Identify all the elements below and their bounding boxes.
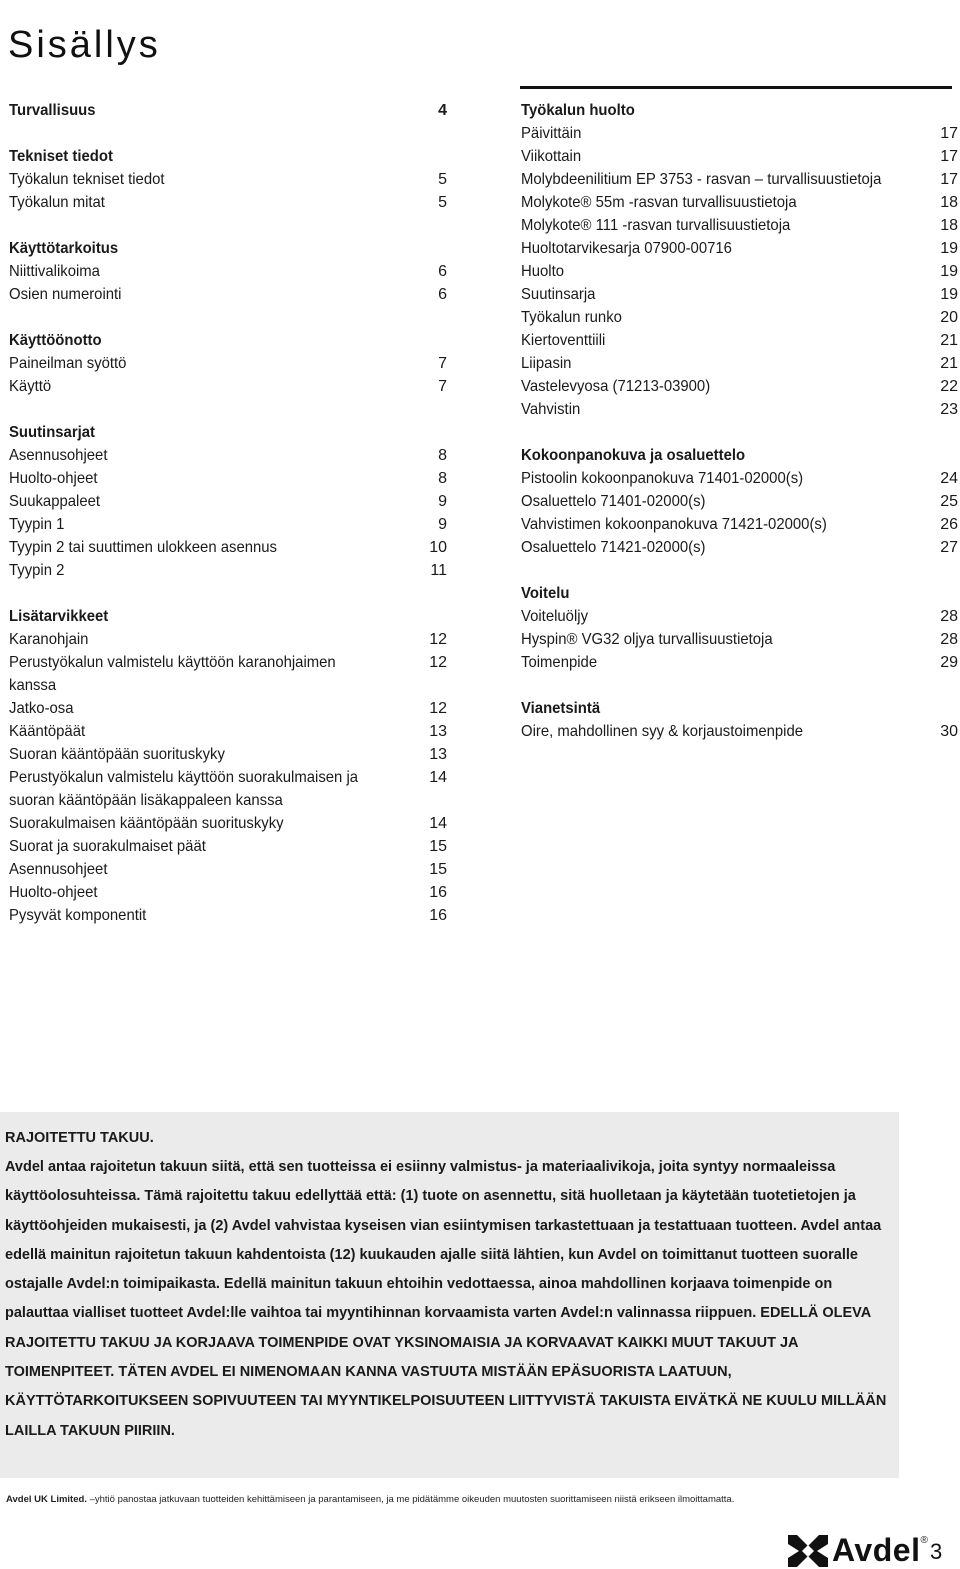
toc-right-column <box>521 99 958 743</box>
toc-spacer <box>9 398 447 421</box>
toc-entry <box>9 467 447 490</box>
toc-entry-label: Kiertoventtiili <box>521 332 606 349</box>
avdel-logo-mark-icon <box>788 1535 828 1567</box>
toc-entry-label: Osaluettelo 71421-02000(s) <box>521 539 706 556</box>
toc-entry-page: 19 <box>940 240 958 257</box>
toc-entry-page: 23 <box>940 401 958 418</box>
toc-entry-label: Viikottain <box>521 148 582 165</box>
toc-entry-label: Työkalun mitat <box>9 194 105 211</box>
toc-entry <box>521 168 958 191</box>
toc-entry-page: 20 <box>940 309 958 326</box>
toc-entry-page: 18 <box>940 194 958 211</box>
toc-entry-label: Suorakulmaisen kääntöpään suorituskyky <box>9 815 284 832</box>
toc-entry-page: 30 <box>940 723 958 740</box>
toc-entry-label: Perustyökalun valmistelu käyttöön suorakulmaisen ja <box>9 769 359 786</box>
toc-entry-page: 15 <box>429 861 447 878</box>
toc-entry-label: Suukappaleet <box>9 493 101 510</box>
toc-entry <box>521 605 958 628</box>
toc-entry-page: 17 <box>940 148 958 165</box>
toc-entry-page: 16 <box>429 907 447 924</box>
toc-section-heading <box>521 697 958 720</box>
toc-entry <box>9 536 447 559</box>
toc-entry <box>521 145 958 168</box>
toc-entry-label: Lisätarvikkeet <box>9 608 109 625</box>
toc-entry <box>521 467 958 490</box>
toc-entry-label: Jatko-osa <box>9 700 74 717</box>
toc-section-heading <box>521 99 958 122</box>
toc-entry-label: Huolto-ohjeet <box>9 470 98 487</box>
footer-text: –yhtiö panostaa jatkuvaan tuotteiden kehittämiseen ja parantamiseen, ja me pidätämme oikeuden muutosten suorittamiseen niistä erikseen ilmoittamatta. <box>86 1494 735 1505</box>
toc-entry <box>9 720 447 743</box>
warranty-text: Avdel antaa rajoitetun takuun siitä, että sen tuotteissa ei esiinny valmistus- ja materiaalivikoja, joita syntyy normaaleissa käyttöolosuhteissa. Tämä rajoitettu takuu edellyttää että: (1) tuote on asennettu, sitä huolletaan ja käytetään tuotetietojen ja käyttöohjeiden mukaisesti, ja (2) Avdel vahvistaa kyseisen vian esiintymisen tarkastettuaan ja testattuaan tuotteen. Avdel antaa edellä mainitun rajoitetun takuun kahdentoista (12) kuukauden ajalle siitä lähtien, kun Avdel on toimittanut tuotteen suoralle ostajalle Avdel:n toimipaikasta. Edellä mainitun takuun ehtoihin vedottaessa, ainoa mahdollinen korjaava toimenpide on palauttaa vialliset tuotteet Avdel:lle vaihtoa tai myyntihinnan korvaamista varten Avdel:n valinnassa riippuen. EDELLÄ OLEVA RAJOITETTU TAKUU JA KORJAAVA TOIMENPIDE OVAT YKSINOMAISIA JA KORVAAVAT KAIKKI MUUT TAKUUT JA TOIMENPITEET. TÄTEN AVDEL EI NIMENOMAAN KANNA VASTUUTA MISTÄÄN EPÄSUORISTA LAATUUN, KÄYTTÖTARKOITUKSEEN SOPIVUUTEEN TAI MYYNTIKELPOISUUTEEN LIITTYVISTÄ TAKUISTA EIVÄTKÄ NE KUULU MILLÄÄN LAILLA TAKUUN PIIRIIN. <box>5 1159 887 1439</box>
toc-entry-label: Oire, mahdollinen syy & korjaustoimenpide <box>521 723 804 740</box>
toc-entry-page: 12 <box>429 631 447 648</box>
toc-entry <box>521 513 958 536</box>
toc-entry <box>9 904 447 927</box>
toc-entry <box>9 812 447 835</box>
toc-spacer <box>521 559 958 582</box>
toc-entry-label: Tekniset tiedot <box>9 148 113 165</box>
toc-entry <box>9 513 447 536</box>
toc-entry-label: Kokoonpanokuva ja osaluettelo <box>521 447 746 464</box>
toc-entry <box>9 559 447 582</box>
toc-entry-label: Huolto-ohjeet <box>9 884 98 901</box>
toc-entry-page: 6 <box>438 286 447 303</box>
toc-spacer <box>9 122 447 145</box>
toc-section-heading <box>9 329 447 352</box>
toc-entry-page: 6 <box>438 263 447 280</box>
toc-entry-label: Toimenpide <box>521 654 598 671</box>
toc-entry-label: Huolto <box>521 263 565 280</box>
toc-entry <box>521 398 958 421</box>
avdel-logo <box>788 1532 928 1569</box>
toc-entry-label: Vahvistin <box>521 401 581 418</box>
toc-entry-label: Turvallisuus <box>9 102 96 119</box>
toc-entry <box>9 881 447 904</box>
toc-entry-label: Suorat ja suorakulmaiset päät <box>9 838 206 855</box>
page-title: Sisällys <box>8 24 161 67</box>
toc-entry-page: 17 <box>940 171 958 188</box>
toc-entry-label: Karanohjain <box>9 631 89 648</box>
toc-section-heading <box>521 444 958 467</box>
toc-entry-page: 22 <box>940 378 958 395</box>
toc-entry <box>521 490 958 513</box>
toc-section-heading <box>521 582 958 605</box>
toc-entry <box>521 375 958 398</box>
toc-entry-label: Työkalun huolto <box>521 102 635 119</box>
avdel-logo-registered: ® <box>920 1535 928 1546</box>
toc-entry-page: 21 <box>940 332 958 349</box>
toc-entry-page: 9 <box>438 516 447 533</box>
toc-entry <box>521 306 958 329</box>
toc-entry-page: 16 <box>429 884 447 901</box>
toc-entry-page: 7 <box>438 378 447 395</box>
toc-entry-label: Perustyökalun valmistelu käyttöön karanohjaimen kanssa <box>9 654 336 694</box>
toc-entry <box>9 697 447 720</box>
toc-spacer <box>9 214 447 237</box>
toc-section-heading <box>9 237 447 260</box>
toc-entry-page: 12 <box>429 700 447 717</box>
toc-entry-page: 8 <box>438 447 447 464</box>
toc-entry-page: 12 <box>429 654 447 671</box>
toc-entry <box>9 168 447 191</box>
toc-entry <box>9 628 447 651</box>
toc-entry-label: Paineilman syöttö <box>9 355 127 372</box>
toc-entry <box>9 789 447 812</box>
toc-entry-label: Pysyvät komponentit <box>9 907 147 924</box>
footer-company: Avdel UK Limited. <box>6 1494 87 1505</box>
toc-entry-label: Liipasin <box>521 355 572 372</box>
toc-entry-page: 19 <box>940 263 958 280</box>
footer-note <box>6 1494 734 1505</box>
toc-entry-label: Tyypin 2 tai suuttimen ulokkeen asennus <box>9 539 277 556</box>
toc-entry-page: 28 <box>940 608 958 625</box>
toc-entry <box>9 490 447 513</box>
toc-entry-page: 29 <box>940 654 958 671</box>
toc-entry-label: Kääntöpäät <box>9 723 86 740</box>
header-rule <box>520 86 952 89</box>
toc-entry-label: Suoran kääntöpään suorituskyky <box>9 746 225 763</box>
toc-entry-page: 18 <box>940 217 958 234</box>
toc-entry-label: Suutinsarjat <box>9 424 95 441</box>
toc-entry <box>521 720 958 743</box>
toc-entry-page: 8 <box>438 470 447 487</box>
toc-entry <box>9 283 447 306</box>
toc-entry-page: 7 <box>438 355 447 372</box>
toc-entry-label: Vianetsintä <box>521 700 601 717</box>
toc-entry <box>9 260 447 283</box>
toc-entry-label: Suutinsarja <box>521 286 596 303</box>
toc-entry <box>521 283 958 306</box>
toc-entry-label: Työkalun tekniset tiedot <box>9 171 165 188</box>
toc-entry-page: 21 <box>940 355 958 372</box>
toc-section-heading <box>9 605 447 628</box>
toc-section-heading <box>9 99 447 122</box>
toc-entry-label: Työkalun runko <box>521 309 622 326</box>
toc-entry-label: Huoltotarvikesarja 07900-00716 <box>521 240 732 257</box>
toc-entry-label: Vastelevyosa (71213-03900) <box>521 378 711 395</box>
toc-entry <box>9 858 447 881</box>
toc-entry <box>9 375 447 398</box>
toc-entry-label: Tyypin 2 <box>9 562 65 579</box>
toc-entry <box>521 260 958 283</box>
toc-entry <box>521 237 958 260</box>
toc-entry-page: 13 <box>429 723 447 740</box>
toc-entry <box>9 766 447 789</box>
toc-entry <box>521 214 958 237</box>
toc-entry <box>9 444 447 467</box>
toc-entry-label: Vahvistimen kokoonpanokuva 71421-02000(s) <box>521 516 827 533</box>
toc-entry <box>9 743 447 766</box>
toc-entry-page: 5 <box>438 194 447 211</box>
warranty-box <box>0 1112 899 1478</box>
toc-entry-label: Molykote® 111 -rasvan turvallisuustietoja <box>521 217 791 234</box>
toc-entry-page: 4 <box>438 102 447 119</box>
toc-spacer <box>9 582 447 605</box>
avdel-logo-word: Avdel <box>832 1532 921 1568</box>
toc-entry-label: Niittivalikoima <box>9 263 100 280</box>
toc-entry-page: 25 <box>940 493 958 510</box>
toc-entry-label: Voiteluöljy <box>521 608 589 625</box>
toc-entry-page: 28 <box>940 631 958 648</box>
toc-entry-label: suoran kääntöpään lisäkappaleen kanssa <box>9 792 283 809</box>
toc-entry-page: 14 <box>429 815 447 832</box>
toc-section-heading <box>9 421 447 444</box>
warranty-heading: RAJOITETTU TAKUU. <box>5 1130 154 1146</box>
toc-entry <box>9 191 447 214</box>
page-number: 3 <box>930 1539 943 1564</box>
toc-entry-page: 13 <box>429 746 447 763</box>
toc-entry <box>521 191 958 214</box>
toc-entry-label: Osaluettelo 71401-02000(s) <box>521 493 706 510</box>
toc-entry-page: 10 <box>429 539 447 556</box>
toc-entry <box>9 835 447 858</box>
toc-entry-label: Molybdeenilitium EP 3753 - rasvan – turvallisuustietoja <box>521 171 882 188</box>
toc-entry <box>521 329 958 352</box>
toc-left-column <box>9 99 447 927</box>
toc-entry-label: Käyttö <box>9 378 52 395</box>
toc-entry <box>521 628 958 651</box>
toc-entry-label: Molykote® 55m -rasvan turvallisuustietoja <box>521 194 797 211</box>
toc-entry <box>9 352 447 375</box>
toc-entry-page: 11 <box>430 562 447 579</box>
toc-entry-page: 14 <box>429 769 447 786</box>
toc-entry-page: 17 <box>940 125 958 142</box>
toc-entry <box>521 122 958 145</box>
toc-entry-page: 15 <box>429 838 447 855</box>
toc-entry-label: Käyttötarkoitus <box>9 240 119 257</box>
toc-entry <box>521 651 958 674</box>
toc-spacer <box>521 674 958 697</box>
toc-spacer <box>521 421 958 444</box>
toc-entry <box>9 651 447 697</box>
toc-entry-label: Asennusohjeet <box>9 447 108 464</box>
toc-entry-page: 26 <box>940 516 958 533</box>
toc-entry-label: Käyttöönotto <box>9 332 102 349</box>
toc-entry-label: Tyypin 1 <box>9 516 65 533</box>
toc-entry-page: 19 <box>940 286 958 303</box>
toc-entry-label: Päivittäin <box>521 125 582 142</box>
toc-entry-label: Pistoolin kokoonpanokuva 71401-02000(s) <box>521 470 804 487</box>
toc-entry <box>521 536 958 559</box>
toc-section-heading <box>9 145 447 168</box>
toc-entry-label: Osien numerointi <box>9 286 122 303</box>
toc-entry-page: 9 <box>438 493 447 510</box>
toc-entry-page: 27 <box>940 539 958 556</box>
toc-entry <box>521 352 958 375</box>
toc-entry-page: 24 <box>940 470 958 487</box>
toc-entry-label: Asennusohjeet <box>9 861 108 878</box>
toc-entry-label: Hyspin® VG32 oljya turvallisuustietoja <box>521 631 773 648</box>
toc-entry-label: Voitelu <box>521 585 570 602</box>
toc-spacer <box>9 306 447 329</box>
toc-entry-page: 5 <box>438 171 447 188</box>
